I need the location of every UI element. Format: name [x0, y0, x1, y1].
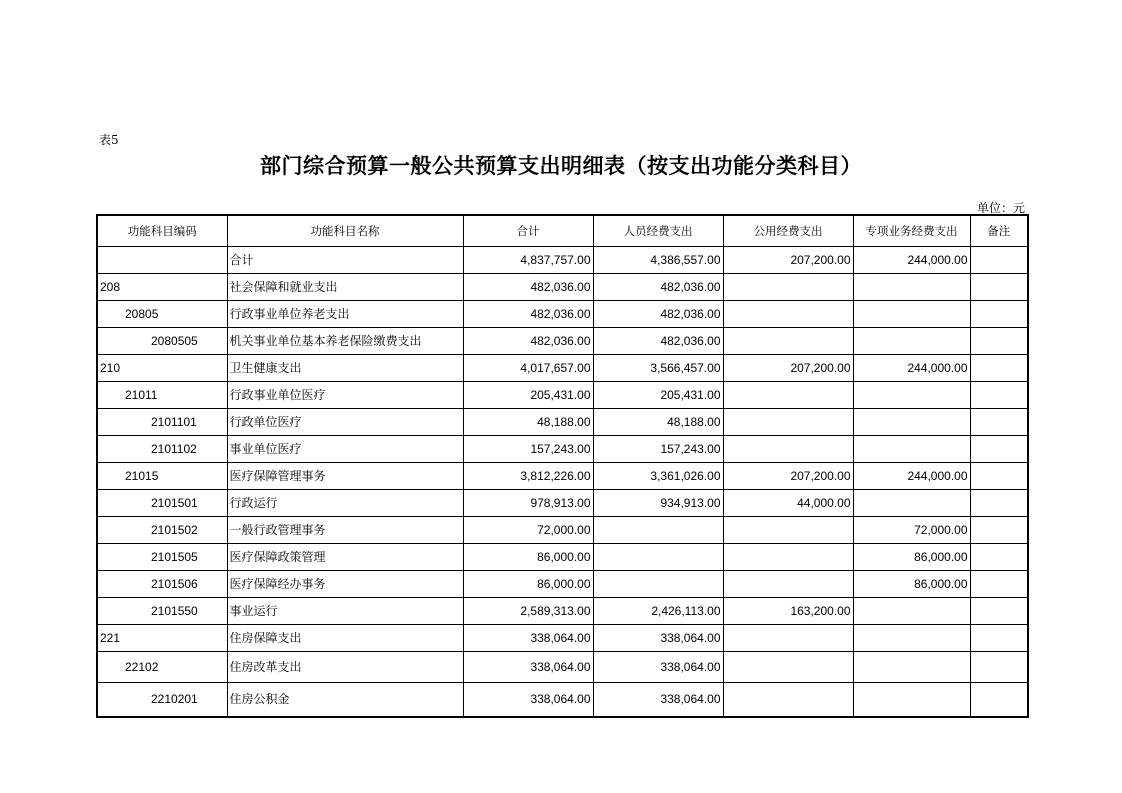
cell-special: 244,000.00 — [853, 463, 970, 490]
cell-remark — [970, 652, 1028, 683]
cell-remark — [970, 436, 1028, 463]
table-row — [97, 598, 1028, 625]
cell-personnel: 3,566,457.00 — [593, 355, 723, 382]
col-header-code: 功能科目编码 — [97, 215, 227, 247]
cell-special: 86,000.00 — [853, 544, 970, 571]
table-row — [97, 683, 1028, 718]
cell-public: 207,200.00 — [723, 355, 853, 382]
cell-public — [723, 436, 853, 463]
cell-name: 住房保障支出 — [227, 625, 463, 652]
table-row — [97, 625, 1028, 652]
cell-remark — [970, 625, 1028, 652]
cell-personnel: 4,386,557.00 — [593, 247, 723, 274]
table-row — [97, 463, 1028, 490]
cell-remark — [970, 247, 1028, 274]
cell-special: 86,000.00 — [853, 571, 970, 598]
cell-personnel: 338,064.00 — [593, 652, 723, 683]
cell-total: 205,431.00 — [463, 382, 593, 409]
table-row — [97, 382, 1028, 409]
table-number-label: 表5 — [99, 133, 119, 147]
cell-personnel: 3,361,026.00 — [593, 463, 723, 490]
cell-special — [853, 652, 970, 683]
cell-special — [853, 490, 970, 517]
cell-public — [723, 382, 853, 409]
cell-code: 2101101 — [97, 409, 227, 436]
table-row — [97, 355, 1028, 382]
cell-code: 208 — [97, 274, 227, 301]
cell-remark — [970, 544, 1028, 571]
col-header-name: 功能科目名称 — [227, 215, 463, 247]
cell-public — [723, 301, 853, 328]
cell-name: 社会保障和就业支出 — [227, 274, 463, 301]
cell-total: 86,000.00 — [463, 571, 593, 598]
cell-code: 21011 — [97, 382, 227, 409]
cell-code: 2101550 — [97, 598, 227, 625]
cell-special — [853, 409, 970, 436]
header-row — [97, 215, 1028, 247]
cell-name: 事业运行 — [227, 598, 463, 625]
cell-personnel: 482,036.00 — [593, 301, 723, 328]
cell-remark — [970, 490, 1028, 517]
cell-code: 20805 — [97, 301, 227, 328]
cell-public — [723, 571, 853, 598]
cell-special — [853, 598, 970, 625]
cell-public — [723, 517, 853, 544]
cell-special — [853, 683, 970, 718]
page-title: 部门综合预算一般公共预算支出明细表（按支出功能分类科目） — [260, 154, 862, 178]
cell-name: 住房改革支出 — [227, 652, 463, 683]
cell-public: 207,200.00 — [723, 463, 853, 490]
table-row — [97, 490, 1028, 517]
cell-public: 207,200.00 — [723, 247, 853, 274]
table-row — [97, 328, 1028, 355]
cell-remark — [970, 382, 1028, 409]
cell-special — [853, 436, 970, 463]
cell-personnel: 338,064.00 — [593, 683, 723, 718]
table-body — [97, 247, 1028, 718]
cell-code: 2101501 — [97, 490, 227, 517]
cell-personnel: 205,431.00 — [593, 382, 723, 409]
cell-remark — [970, 571, 1028, 598]
col-header-public: 公用经费支出 — [723, 215, 853, 247]
col-header-personnel: 人员经费支出 — [593, 215, 723, 247]
cell-name: 卫生健康支出 — [227, 355, 463, 382]
cell-public: 163,200.00 — [723, 598, 853, 625]
table-row — [97, 517, 1028, 544]
cell-remark — [970, 355, 1028, 382]
cell-special — [853, 382, 970, 409]
cell-remark — [970, 328, 1028, 355]
cell-public — [723, 328, 853, 355]
cell-public: 44,000.00 — [723, 490, 853, 517]
cell-total: 482,036.00 — [463, 328, 593, 355]
cell-name: 行政事业单位养老支出 — [227, 301, 463, 328]
cell-personnel — [593, 571, 723, 598]
cell-public — [723, 652, 853, 683]
cell-code — [97, 247, 227, 274]
cell-remark — [970, 274, 1028, 301]
cell-code: 2101102 — [97, 436, 227, 463]
cell-name: 机关事业单位基本养老保险缴费支出 — [227, 328, 463, 355]
cell-total: 338,064.00 — [463, 625, 593, 652]
cell-total: 3,812,226.00 — [463, 463, 593, 490]
cell-special — [853, 274, 970, 301]
table-row — [97, 544, 1028, 571]
cell-public — [723, 274, 853, 301]
cell-code: 2210201 — [97, 683, 227, 718]
cell-remark — [970, 463, 1028, 490]
cell-total: 4,837,757.00 — [463, 247, 593, 274]
cell-special — [853, 301, 970, 328]
cell-remark — [970, 683, 1028, 718]
cell-total: 157,243.00 — [463, 436, 593, 463]
cell-remark — [970, 598, 1028, 625]
cell-public — [723, 409, 853, 436]
cell-total: 978,913.00 — [463, 490, 593, 517]
cell-name: 医疗保障政策管理 — [227, 544, 463, 571]
cell-name: 医疗保障经办事务 — [227, 571, 463, 598]
table-row — [97, 409, 1028, 436]
cell-remark — [970, 409, 1028, 436]
cell-special: 244,000.00 — [853, 355, 970, 382]
cell-special: 72,000.00 — [853, 517, 970, 544]
col-header-special: 专项业务经费支出 — [853, 215, 970, 247]
cell-personnel: 482,036.00 — [593, 274, 723, 301]
cell-code: 210 — [97, 355, 227, 382]
cell-personnel — [593, 544, 723, 571]
cell-code: 2101506 — [97, 571, 227, 598]
cell-total: 338,064.00 — [463, 652, 593, 683]
cell-name: 行政单位医疗 — [227, 409, 463, 436]
budget-table — [96, 214, 1029, 718]
cell-total: 48,188.00 — [463, 409, 593, 436]
cell-total: 338,064.00 — [463, 683, 593, 718]
cell-personnel: 338,064.00 — [593, 625, 723, 652]
cell-name: 一般行政管理事务 — [227, 517, 463, 544]
cell-special: 244,000.00 — [853, 247, 970, 274]
cell-total: 72,000.00 — [463, 517, 593, 544]
table-row — [97, 301, 1028, 328]
cell-total: 482,036.00 — [463, 301, 593, 328]
cell-special — [853, 625, 970, 652]
table-row — [97, 247, 1028, 274]
cell-total: 482,036.00 — [463, 274, 593, 301]
cell-total: 4,017,657.00 — [463, 355, 593, 382]
cell-remark — [970, 517, 1028, 544]
table-row — [97, 436, 1028, 463]
table-row — [97, 571, 1028, 598]
cell-code: 21015 — [97, 463, 227, 490]
cell-personnel: 482,036.00 — [593, 328, 723, 355]
cell-public — [723, 544, 853, 571]
cell-code: 22102 — [97, 652, 227, 683]
cell-name: 事业单位医疗 — [227, 436, 463, 463]
table-row — [97, 652, 1028, 683]
cell-personnel: 157,243.00 — [593, 436, 723, 463]
table-row — [97, 274, 1028, 301]
cell-total: 2,589,313.00 — [463, 598, 593, 625]
cell-name: 行政运行 — [227, 490, 463, 517]
cell-total: 86,000.00 — [463, 544, 593, 571]
cell-personnel: 48,188.00 — [593, 409, 723, 436]
cell-remark — [970, 301, 1028, 328]
cell-name: 医疗保障管理事务 — [227, 463, 463, 490]
cell-code: 221 — [97, 625, 227, 652]
cell-name: 住房公积金 — [227, 683, 463, 718]
cell-public — [723, 683, 853, 718]
cell-personnel: 2,426,113.00 — [593, 598, 723, 625]
cell-name: 行政事业单位医疗 — [227, 382, 463, 409]
cell-name: 合计 — [227, 247, 463, 274]
cell-public — [723, 625, 853, 652]
cell-special — [853, 328, 970, 355]
col-header-total: 合计 — [463, 215, 593, 247]
cell-personnel — [593, 517, 723, 544]
cell-code: 2101505 — [97, 544, 227, 571]
col-header-remark: 备注 — [970, 215, 1028, 247]
cell-code: 2101502 — [97, 517, 227, 544]
unit-label: 单位：元 — [976, 201, 1025, 215]
cell-personnel: 934,913.00 — [593, 490, 723, 517]
cell-code: 2080505 — [97, 328, 227, 355]
